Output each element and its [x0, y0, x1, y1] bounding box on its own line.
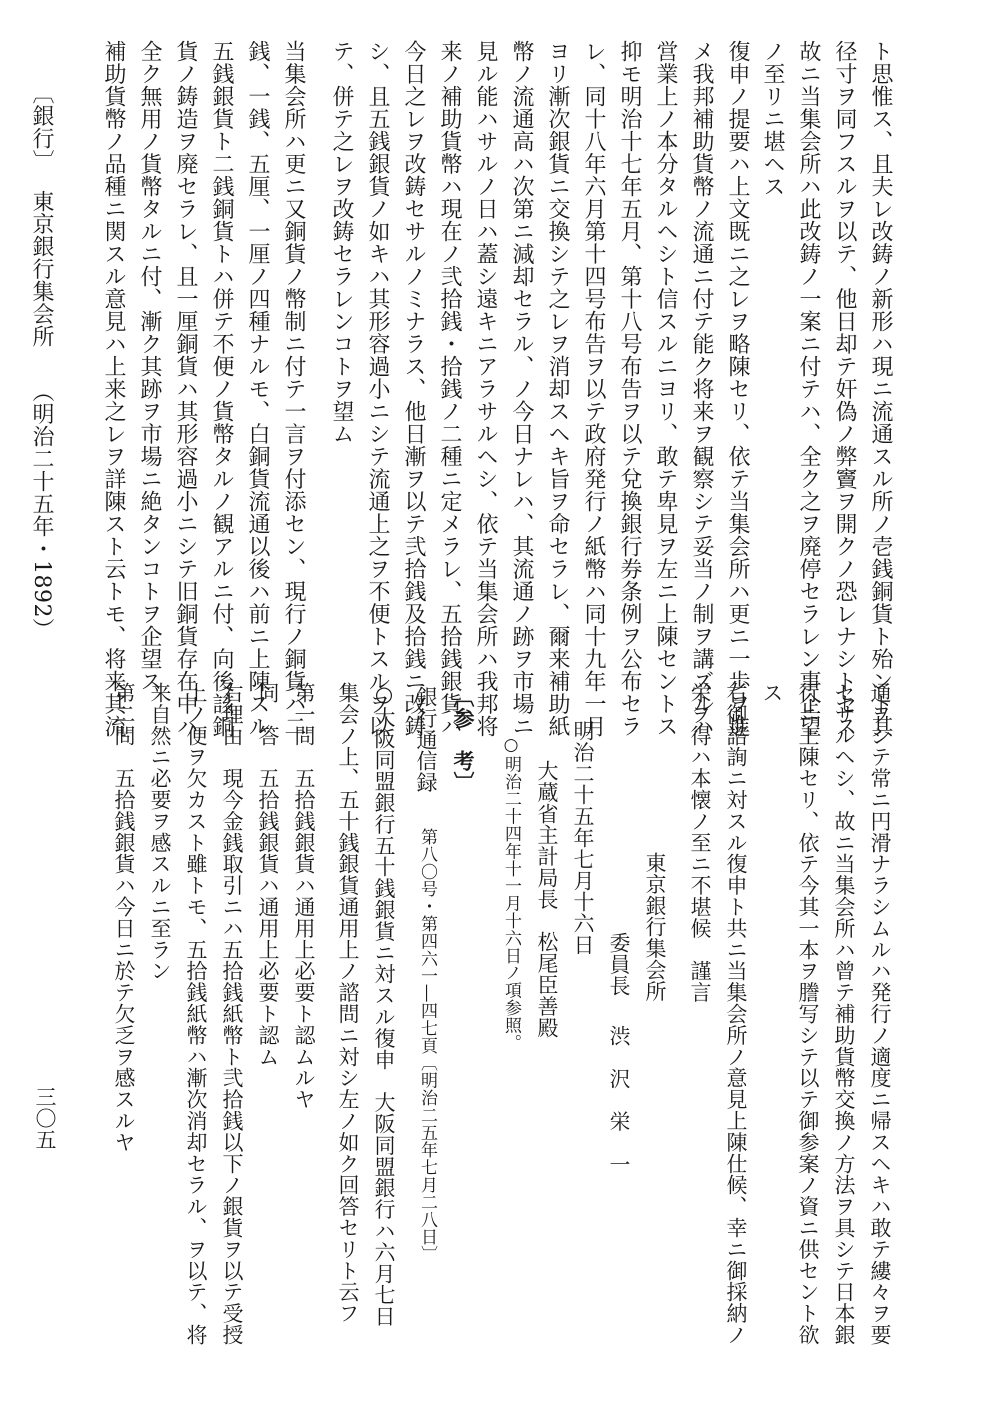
- upper-line: ノ至リニ堪ヘス: [760, 40, 785, 198]
- upper-line: 来ノ補助貨幣ハ現在ノ弐拾銭・拾銭ノ二種ニ定メラレ、五拾銭銀貨ハ: [437, 40, 462, 738]
- sender-name: 渋 沢 栄 一: [607, 1025, 631, 1175]
- petition-date: 明治二十五年七月十六日: [571, 720, 595, 956]
- reference-line: 第一問 五拾銭銀貨ハ通用上必要ト認ムルヤ: [292, 682, 316, 1110]
- upper-line: 径寸ヲ同フスルヲ以テ、他日却テ奸偽ノ弊竇ヲ開クノ恐レナシトセス: [832, 40, 857, 738]
- upper-line: ト思惟ス、且夫レ改鋳ノ新形ハ現ニ流通スル所ノ壱銭銅貨ト殆ント其: [868, 40, 893, 738]
- running-header-org: 東京銀行集会所: [29, 190, 54, 348]
- upper-line: 幣ノ流通高ハ次第ニ減却セラル、ノ今日ナレハ、其流通ノ跡ヲ市場ニ: [509, 40, 534, 738]
- sender-org: 東京銀行集会所: [643, 852, 667, 1002]
- closing-line: 行ニ上陳セリ、依テ今其一本ヲ謄写シテ以テ御参案ノ資ニ供セント欲: [796, 682, 820, 1346]
- upper-line: 営業上ノ本分タルヘシト信スルニヨリ、敢テ卑見ヲ左ニ上陳セントス: [653, 40, 678, 738]
- upper-line: テ、併テ之レヲ改鋳セラレンコトヲ望ム: [329, 40, 354, 445]
- closing-line: 通ヲシテ常ニ円滑ナラシムルハ発行ノ適度ニ帰スヘキハ敢テ縷々ヲ要: [868, 682, 892, 1346]
- closing-line: 右御諮詢ニ対スル復申ト共ニ当集会所ノ意見上陳仕候、幸ニ御採納ノ: [724, 682, 748, 1346]
- reference-line: 集会ノ上、五十銭銀貨通用上ノ諮問ニ対シ左ノ如ク回答セリト云フ: [336, 682, 360, 1324]
- page-number: 三〇五: [33, 1086, 57, 1151]
- upper-line: 五銭銀貨ト二銭銅貨トハ併テ不便ノ貨幣タルノ観アルニ付、向後該銅: [209, 40, 234, 738]
- upper-line: 補助貨幣ノ品種ニ関スル意見ハ上来之レヲ詳陳スト云トモ、将来其流: [101, 40, 126, 738]
- closing-line: セサルヘシ、故ニ当集会所ハ曾テ補助貨幣交換ノ方法ヲ具シテ日本銀: [832, 682, 856, 1346]
- cross-reference-note: ○明治二十四年十一月十六日ノ項参照。: [501, 735, 521, 1052]
- reference-line: 来自然ニ必要ヲ感スルニ至ラン: [148, 682, 172, 982]
- upper-line: 当集会所ハ更ニ又銅貨ノ幣制ニ付テ一言ヲ付添セン、現行ノ銅貨ハ二: [281, 40, 306, 738]
- source-title: 銀行通信録: [414, 686, 438, 793]
- reference-line: 上ノ便ヲ欠カスト雖トモ、五拾銭紙幣ハ漸次消却セラル、ヲ以テ、将: [184, 682, 208, 1346]
- reference-line: 同 答 五拾銭銀貨ハ通用上必要ト認ム: [256, 682, 280, 1068]
- upper-line: メ我邦補助貨幣ノ流通ニ付テ能ク将来ヲ観察シテ妥当ノ制ヲ講ズルハ: [689, 40, 714, 738]
- reference-line: 右理由 現今金銭取引ニハ五拾銭紙幣ト弐拾銭以下ノ銀貨ヲ以テ受授: [220, 682, 244, 1346]
- upper-line: 全ク無用ノ貨幣タルニ付、漸ク其跡ヲ市場ニ絶タンコトヲ企望ス: [137, 40, 162, 693]
- recipient: 大蔵省主計局長 松尾臣善殿: [535, 760, 559, 1039]
- upper-line: レ、同十八年六月第十四号布告ヲ以テ政府発行ノ紙幣ハ同十九年一月: [581, 40, 606, 738]
- upper-line: 抑モ明治十七年五月、第十八号布告ヲ以テ兌換銀行券条例ヲ公布セラ: [617, 40, 642, 738]
- reference-heading: 〔参 考〕: [451, 686, 476, 793]
- reference-line: 第二問 五拾銭銀貨ハ今日ニ於テ欠乏ヲ感スルヤ: [112, 682, 136, 1153]
- upper-line: ヨリ漸次銀貨ニ交換シテ之レヲ消却スヘキ旨ヲ命セラレ、爾来補助紙: [545, 40, 570, 738]
- sender-title: 委員長: [607, 932, 631, 997]
- upper-line: 銭、一銭、五厘、一厘ノ四種ナルモ、白銅貨流通以後ハ前ニ上陳スル: [245, 40, 270, 738]
- upper-line: シ、且五銭銀貨ノ如キハ其形容過小ニシテ流通上之ヲ不便トスルヲ以: [365, 40, 390, 738]
- running-header-section: 〔銀行〕: [29, 82, 54, 172]
- reference-line: ○大阪同盟銀行五十銭銀貨ニ対スル復申 大阪同盟銀行ハ六月七日: [372, 682, 396, 1327]
- source-info: 第八〇号・第四六一―四七頁〔明治二五年七月二八日〕: [417, 828, 437, 1263]
- running-header-year: （明治二十五年・1892）: [29, 380, 54, 641]
- closing-line: 栄ヲ得ハ本懐ノ至ニ不堪候 謹言: [688, 682, 712, 1003]
- upper-line: 復申ノ提要ハ上文既ニ之レヲ略陳セリ、依テ当集会所ハ更ニ一歩ヲ進: [725, 40, 750, 738]
- closing-line: ス: [760, 682, 784, 704]
- upper-line: 今日之レヲ改鋳セサルノミナラス、他日漸ヲ以テ弐拾銭及拾銭ニ改鋳: [401, 40, 426, 738]
- upper-line: 見ル能ハサルノ日ハ蓋シ遠キニアラサルヘシ、依テ当集会所ハ我邦将: [473, 40, 498, 738]
- upper-line: 故ニ当集会所ハ此改鋳ノ一案ニ付テハ、全ク之ヲ廃停セラレン事企望: [796, 40, 821, 738]
- upper-line: 貨ノ鋳造ヲ廃セラレ、且一厘銅貨ハ其形容過小ニシテ旧銅貨存在中ハ: [173, 40, 198, 738]
